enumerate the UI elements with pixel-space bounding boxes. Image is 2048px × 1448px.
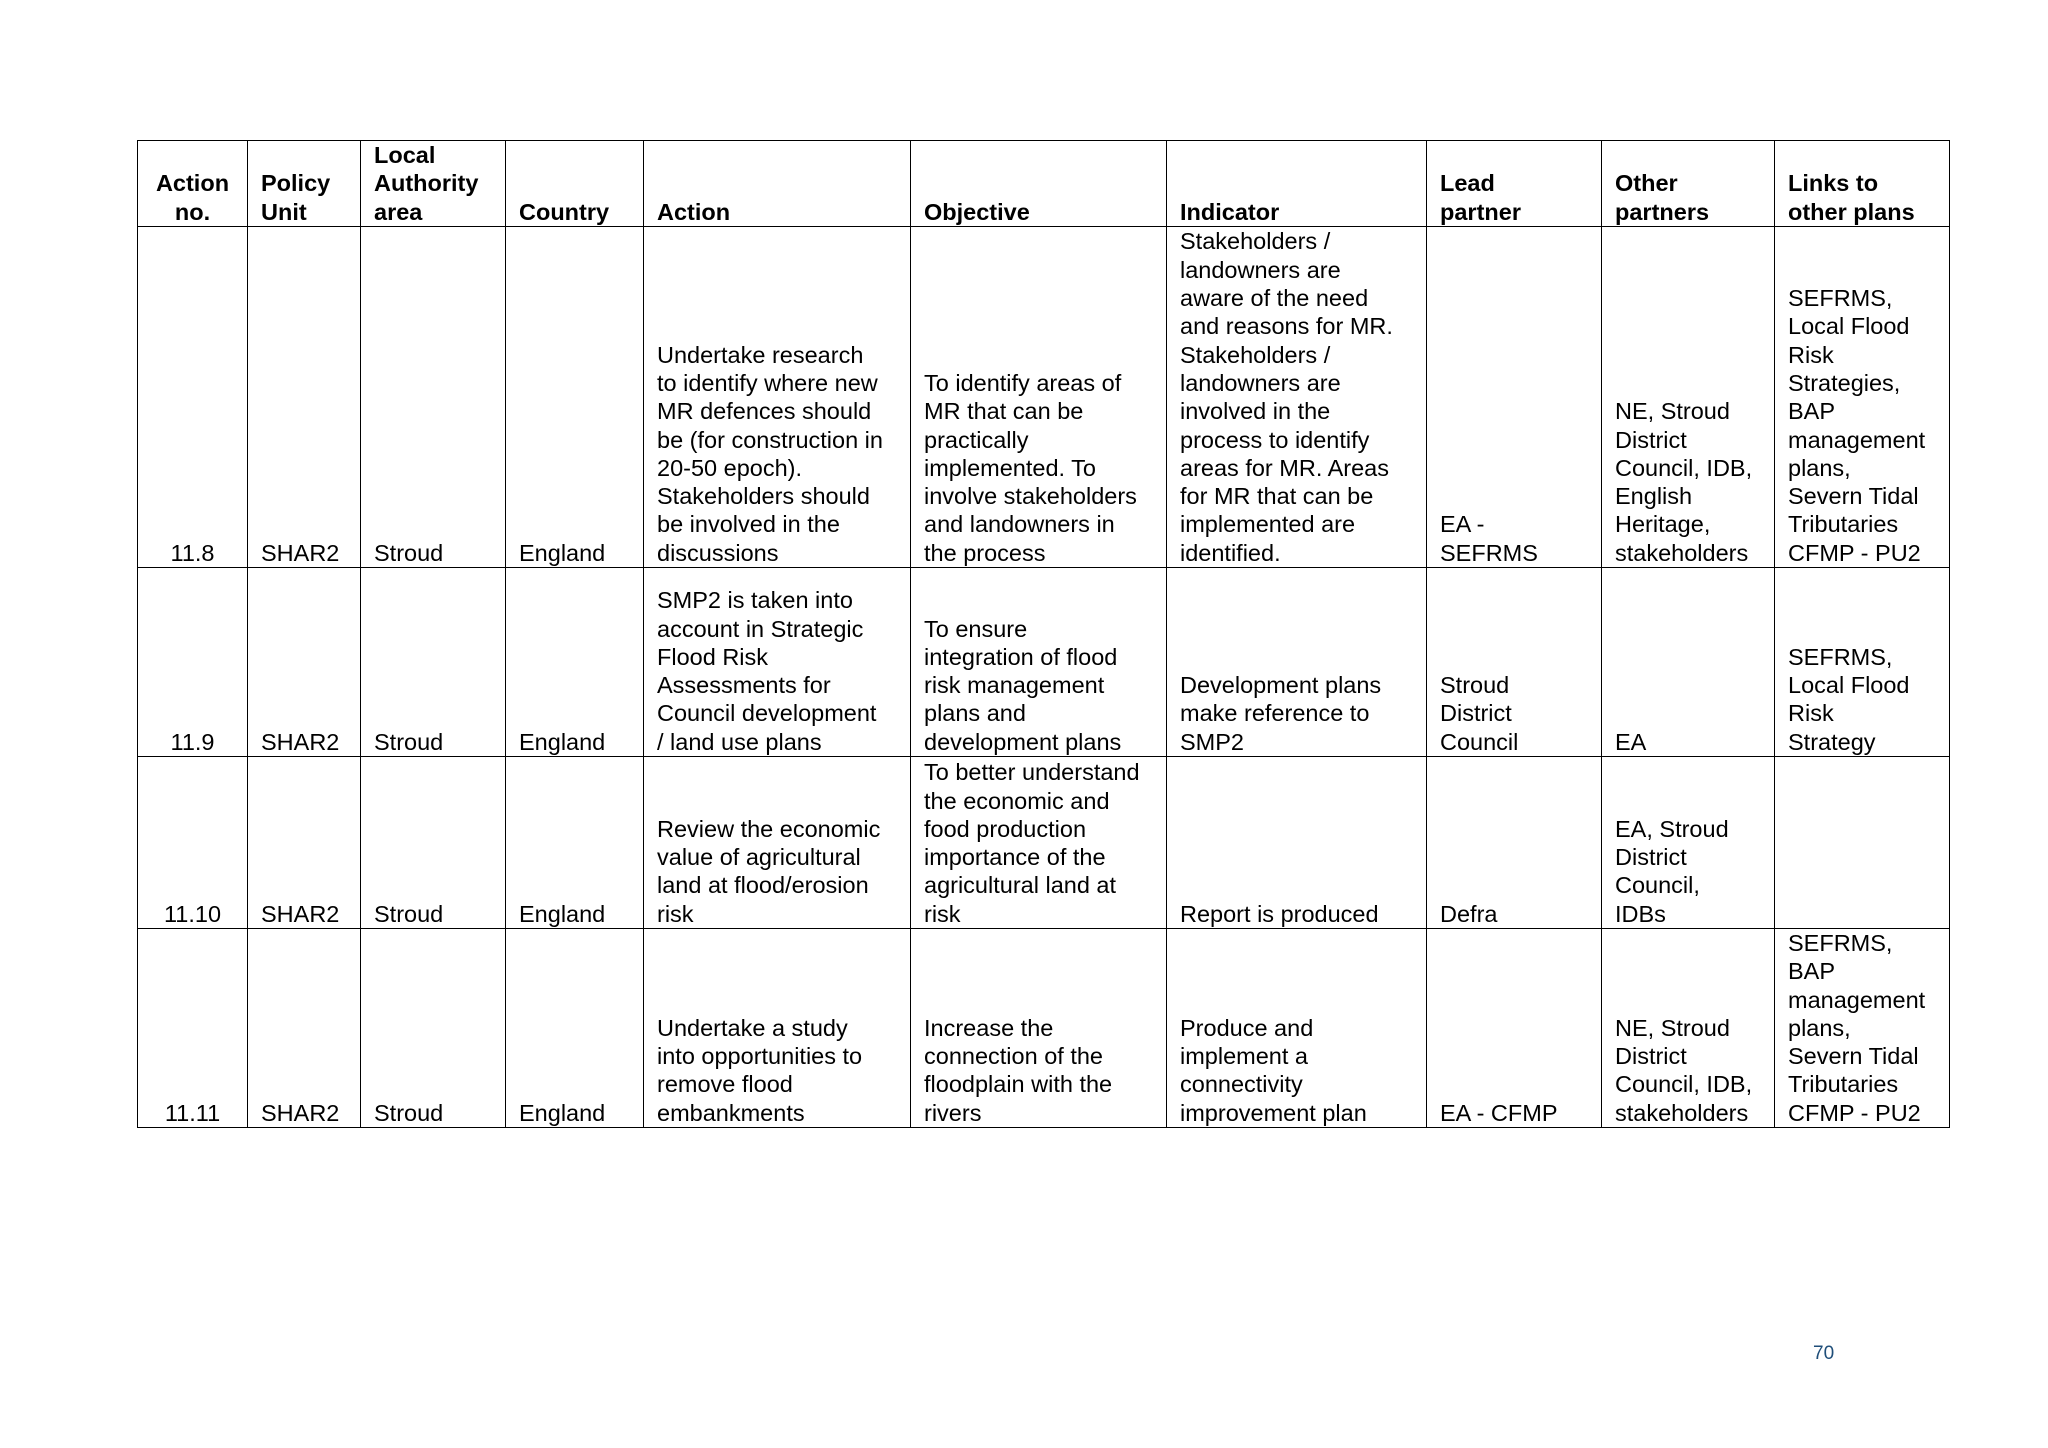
cell-lead-partner: EA - SEFRMS (1427, 227, 1602, 568)
cell-country: England (506, 568, 644, 757)
action-plan-table (137, 140, 1950, 1128)
header-objective: Objective (911, 141, 1167, 227)
cell-links-to-other-plans: SEFRMS, Local Flood Risk Strategies, BAP management plans, Severn Tidal Tributaries CFMP - PU2 (1775, 227, 1950, 568)
cell-links-to-other-plans: SEFRMS, Local Flood Risk Strategy (1775, 568, 1950, 757)
table-row (138, 227, 1950, 568)
cell-policy-unit: SHAR2 (248, 568, 361, 757)
cell-indicator: Report is produced (1167, 757, 1427, 929)
cell-other-partners: NE, Stroud District Council, IDB, stakeholders (1602, 929, 1775, 1128)
cell-action-no: 11.8 (138, 227, 248, 568)
cell-action: Undertake research to identify where new MR defences should be (for construction in 20-50 epoch). Stakeholders should be involved in the discussions (644, 227, 911, 568)
cell-objective: To ensure integration of flood risk management plans and development plans (911, 568, 1167, 757)
cell-lead-partner: Stroud District Council (1427, 568, 1602, 757)
cell-action: Undertake a study into opportunities to remove flood embankments (644, 929, 911, 1128)
header-indicator: Indicator (1167, 141, 1427, 227)
cell-indicator: Development plans make reference to SMP2 (1167, 568, 1427, 757)
cell-local-authority-area: Stroud (361, 929, 506, 1128)
table-row (138, 757, 1950, 929)
cell-links-to-other-plans (1775, 757, 1950, 929)
cell-other-partners: EA, Stroud District Council, IDBs (1602, 757, 1775, 929)
cell-lead-partner: EA - CFMP (1427, 929, 1602, 1128)
cell-lead-partner: Defra (1427, 757, 1602, 929)
cell-other-partners: NE, Stroud District Council, IDB, English Heritage, stakeholders (1602, 227, 1775, 568)
cell-action-no: 11.10 (138, 757, 248, 929)
cell-country: England (506, 929, 644, 1128)
cell-action: SMP2 is taken into account in Strategic Flood Risk Assessments for Council development / land use plans (644, 568, 911, 757)
table-row (138, 568, 1950, 757)
cell-action-no: 11.9 (138, 568, 248, 757)
cell-objective: To better understand the economic and food production importance of the agricultural land at risk (911, 757, 1167, 929)
cell-local-authority-area: Stroud (361, 227, 506, 568)
cell-objective: To identify areas of MR that can be practically implemented. To involve stakeholders and landowners in the process (911, 227, 1167, 568)
cell-action: Review the economic value of agricultural land at flood/erosion risk (644, 757, 911, 929)
cell-indicator: Stakeholders / landowners are aware of the need and reasons for MR. Stakeholders / landowners are involved in the process to identify areas for MR. Areas for MR that can be implemented are identified. (1167, 227, 1427, 568)
cell-policy-unit: SHAR2 (248, 227, 361, 568)
cell-local-authority-area: Stroud (361, 568, 506, 757)
cell-country: England (506, 757, 644, 929)
cell-action-no: 11.11 (138, 929, 248, 1128)
header-other-partners: Other partners (1602, 141, 1775, 227)
cell-policy-unit: SHAR2 (248, 929, 361, 1128)
header-policy-unit: Policy Unit (248, 141, 361, 227)
cell-country: England (506, 227, 644, 568)
page-number: 70 (1813, 1343, 1835, 1364)
header-links-to-other-plans: Links to other plans (1775, 141, 1950, 227)
table-row (138, 929, 1950, 1128)
header-lead-partner: Lead partner (1427, 141, 1602, 227)
cell-policy-unit: SHAR2 (248, 757, 361, 929)
header-action-no: Action no. (138, 141, 248, 227)
cell-local-authority-area: Stroud (361, 757, 506, 929)
cell-other-partners: EA (1602, 568, 1775, 757)
header-action: Action (644, 141, 911, 227)
table-header-row (138, 141, 1950, 227)
header-country: Country (506, 141, 644, 227)
cell-links-to-other-plans: SEFRMS, BAP management plans, Severn Tidal Tributaries CFMP - PU2 (1775, 929, 1950, 1128)
cell-indicator: Produce and implement a connectivity improvement plan (1167, 929, 1427, 1128)
header-local-authority-area: Local Authority area (361, 141, 506, 227)
cell-objective: Increase the connection of the floodplain with the rivers (911, 929, 1167, 1128)
